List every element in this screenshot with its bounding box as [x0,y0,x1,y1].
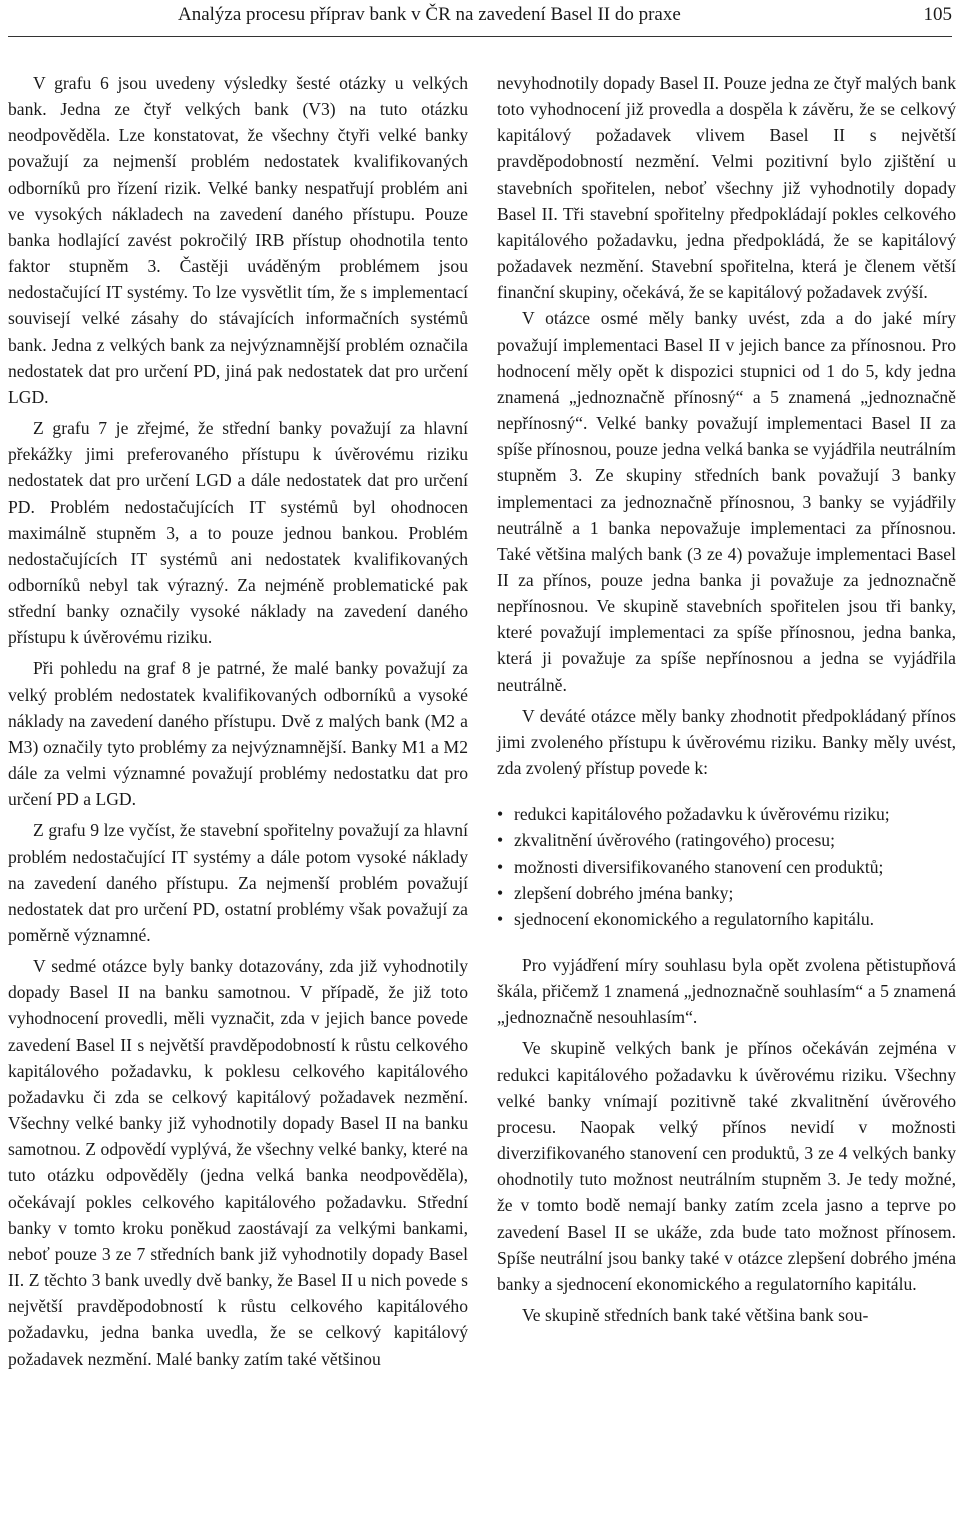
left-paragraph-2: Z grafu 7 je zřejmé, že střední banky považují za hlavní překážky jimi preferovaného přístupu k úvěrovému riziku nedostatek dat pro určení LGD a dále nedostatek dat pro určení PD. Problém nedostačujících IT systémů byl ohodnocen maximálně stupněm 3, a to pouze jednou bankou. Problém nedostačujících IT systémů ani nedostatek kvalifikovaných odborníků nebyl tak výrazný. Za nejméně problematické pak střední banky označily vysoké náklady na zavedení daného přístupu k úvěrovému riziku. [8,418,468,648]
page-number: 105 [923,4,952,25]
left-paragraph-3: Při pohledu na graf 8 je patrné, že malé banky považují za velký problém nedostatek kvalifikovaných odborníků a vysoké náklady na zavedení daného přístupu. Dvě z malých bank (M2 a M3) označily tyto problémy za nejvýznamnější. Banky M1 a M2 dále za velmi významné považují problémy nedostatku dat pro určení PD a LGD. [8,658,468,810]
header-rule [8,36,952,37]
left-paragraph-5: V sedmé otázce byly banky dotazovány, zda již vyhodnotily dopady Basel II na banku samotnou. V případě, že již toto vyhodnocení provedli, měli vyznačit, zda v jejich bance povede zavedení Basel II s největší pravděpodobností k růstu celkového kapitálového požadavku, k poklesu celkového kapitálového požadavku či zda se celkový kapitálový požadavek nezmění. Všechny velké banky již vyhodnotily dopady Basel II na banku samotnou. Z odpovědí vyplývá, že všechny velké banky, které na tuto otázku odpověděly (jedna velká banka neodpověděla), očekávají pokles celkového kapitálového požadavku. Střední banky v tomto kroku poněkud zaostávají za velkými bankami, neboť pouze 3 ze 7 středních bank již vyhodnotily dopady Basel II. Z těchto 3 bank uvedly dvě banky, že Basel II u nich povede s největší pravděpodobností k růstu celkového kapitálového požadavku, jedna banka uvedla, že se celkový kapitálový požadavek nezmění. Malé banky zatím také většinou [8,956,468,1369]
bullet-item: • redukci kapitálového požadavku k úvěrovému riziku; [497,801,956,827]
bullet-item: • sjednocení ekonomického a regulatorního kapitálu. [497,906,956,932]
right-paragraph-4: Pro vyjádření míry souhlasu byla opět zvolena pětistupňová škála, přičemž 1 znamená „jednoznačně souhlasím“ a 5 znamená „jednoznačně nesouhlasím“. [497,955,956,1028]
bullet-list [497,801,956,932]
left-paragraph-1: V grafu 6 jsou uvedeny výsledky šesté otázky u velkých bank. Jedna ze čtyř velkých bank (V3) na tuto otázku neodpověděla. Lze konstatovat, že všechny čtyři velké banky považují za nejmenší problém nedostatek kvalifikovaných odborníků pro řízení rizik. Velké banky nespatřují problém ani ve vysokých nákladech na zavedení daného přístupu. Pouze banka hodlající zavést pokročilý IRB přístup ohodnotila tento faktor stupněm 3. Častěji uváděným problémem jsou nedostačující IT systémy. To lze vysvětlit tím, že s implementací souvisejí velké zásahy do stávajících informačních systémů bank. Jedna z velkých bank za nejvýznamnější problém označila nedostatek dat pro určení PD, jiná pak nedostatek dat pro určení LGD. [8,73,468,407]
right-paragraph-5: Ve skupině velkých bank je přínos očekáván zejména v redukci kapitálového požadavku k úvěrovému riziku. Všechny velké banky vnímají pozitivně také zkvalitnění úvěrového procesu. Naopak velký přínos nevidí v možnosti diverzifikovaného stanovení cen produktů, 3 ze 4 velkých banky ohodnotily tuto možnost neutrálním stupněm 3. Je tedy možné, že v tomto bodě nemají banky zatím zcela jasno a teprve po zavedení Basel II se ukáže, zda bude tato možnost přínosem. Spíše neutrální jsou banky také v otázce zlepšení dobrého jména banky a sjednocení ekonomického a regulatorního kapitálu. [497,1038,956,1294]
running-header [0,0,960,40]
bullet-item: • možnosti diversifikovaného stanovení cen produktů; [497,854,956,880]
right-paragraph-6: Ve skupině středních bank také většina bank sou- [522,1305,869,1326]
right-paragraph-2: V otázce osmé měly banky uvést, zda a do jaké míry považují implementaci Basel II v jejich bance za přínosnou. Pro hodnocení měly opět k dispozici stupnici od 1 do 5, kdy jedna znamená „jednoznačně přínosný“ a 5 znamená „jednoznačně nepřínosný“. Velké banky považují implementaci Basel II za spíše přínosnou, pouze jedna velká banka se vyjádřila neutrálním stupněm 3. Ze skupiny středních bank považují 3 banky implementaci za jednoznačně přínosnou, 3 banky se vyjádřily neutrálně a 1 banka nepovažuje implementaci za přínosnou. Také většina malých bank (3 ze 4) považuje implementaci Basel II za přínos, pouze jedna banka ji považuje za jednoznačně nepřínosnou. Ve skupině stavebních spořitelen jsou tři banky, které považují implementaci za spíše přínosnou, jedna banka, která ji považuje za spíše nepřínosnou a jedna se vyjádřila neutrálně. [497,308,956,695]
right-paragraph-1: nevyhodnotily dopady Basel II. Pouze jedna ze čtyř malých bank toto vyhodnocení již provedla a dospěla k závěru, že se celkový kapitálový požadavek vlivem Basel II s největší pravděpodobností nezmění. Velmi pozitivní bylo zjištění u stavebních spořitelen, neboť všechny již vyhodnotily dopady Basel II. Tři stavební spořitelny předpokládají pokles celkového kapitálového požadavku, jedna předpokládá, že se kapitálový požadavek nezmění. Stavební spořitelna, která je členem větší finanční skupiny, očekává, že se kapitálový požadavek zvýší. [497,73,956,303]
running-header-title: Analýza procesu příprav bank v ČR na zavedení Basel II do praxe [178,4,681,25]
right-paragraph-3: V deváté otázce měly banky zhodnotit předpokládaný přínos jimi zvoleného přístupu k úvěrovému riziku. Banky měly uvést, zda zvolený přístup povede k: [497,705,956,779]
bullet-item: • zlepšení dobrého jména banky; [497,880,956,906]
bullet-item: • zkvalitnění úvěrového (ratingového) procesu; [497,827,956,853]
left-column [8,70,468,1372]
left-paragraph-4: Z grafu 9 lze vyčíst, že stavební spořitelny považují za hlavní problém nedostačující IT systémy a dále potom vysoké náklady na zavedení daného přístupu. Za nejmenší problém považují nedostatek dat pro určení PD, ostatní problémy však považují za poměrně významné. [8,820,468,945]
right-column [497,70,956,1328]
